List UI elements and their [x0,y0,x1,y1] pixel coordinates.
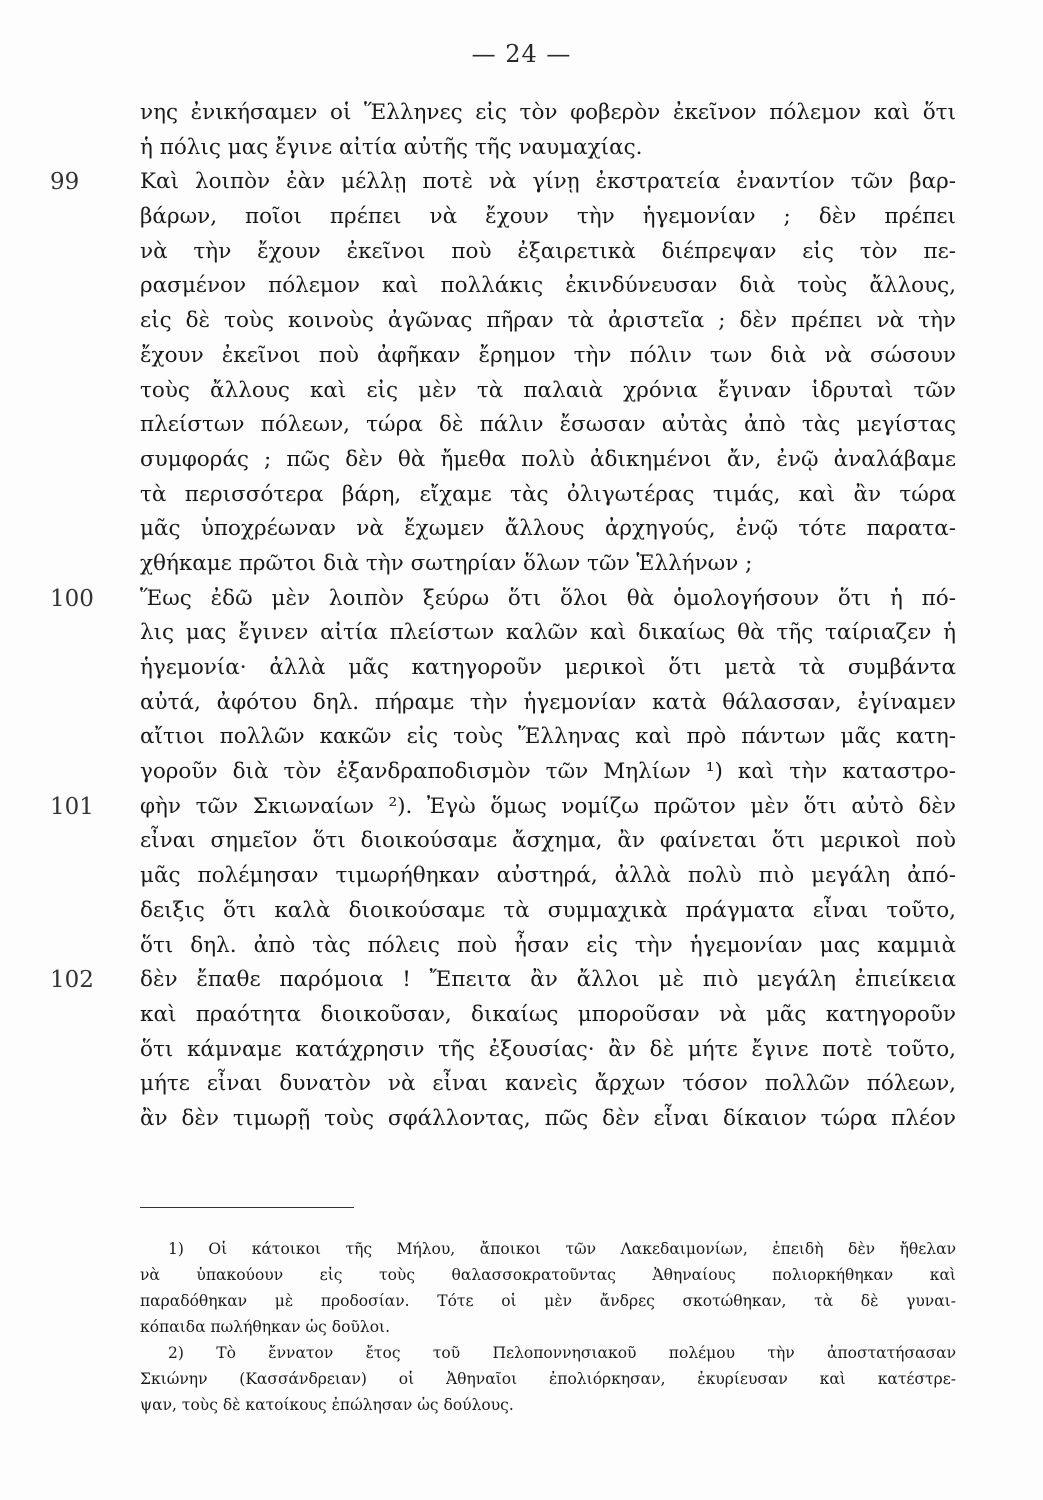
section-number: 101 [50,793,94,820]
text-line: εἰς δὲ τοὺς κοινοὺς ἀγῶνας πῆραν τὰ ἀριστεῖα ; δὲν πρέπει νὰ τὴν [140,308,956,334]
text-line: 100 Ἕως ἐδῶ μὲν λοιπὸν ξεύρω ὅτι ὅλοι θὰ ὁμολογήσουν ὅτι ἡ πό- [140,582,956,617]
main-text [50,96,956,1137]
text-line: νης ἐνικήσαμεν οἱ Ἕλληνες εἰς τὸν φοβερὸν ἐκεῖνον πόλεμον καὶ ὅτι [140,100,956,125]
text-line: ἡγεμονία· ἀλλὰ μᾶς κατηγοροῦν μερικοὶ ὅτι μετὰ τὰ συμβάντα [140,655,956,680]
section-number: 100 [50,585,94,612]
text-line: δειξις ὅτι καλὰ διοικούσαμε τὰ συμμαχικὰ πράγματα εἶναι τοῦτο, [140,897,956,923]
text-line: συμφοράς ; πῶς δὲν θὰ ἤμεθα πολὺ ἀδικημένοι ἄν, ἐνῷ ἀναλάβαμε [140,446,956,472]
text-line: λις μας ἔγινεν αἰτία πλείστων καλῶν καὶ δικαίως θὰ τῆς ταίριαζεν ἡ [140,620,956,646]
footnote-line: παραδόθηκαν μὲ προδοσίαν. Τότε οἱ μὲν ἄνδρες σκοτώθηκαν, τὰ δὲ γυναι- [140,1292,956,1310]
text-line: τοὺς ἄλλους καὶ εἰς μὲν τὰ παλαιὰ χρόνια ἔγιναν ἱδρυταὶ τῶν [140,377,956,403]
text-line: εἶναι σημεῖον ὅτι διοικούσαμε ἄσχημα, ἂν φαίνεται ὅτι μερικοὶ ποὺ [140,828,956,854]
text-line: ἂν δὲν τιμωρῇ τοὺς σφάλλοντας, πῶς δὲν εἶναι δίκαιον τώρα πλέον [140,1105,956,1131]
text-line: νὰ τὴν ἔχουν ἐκεῖνοι ποὺ ἐξαιρετικὰ διέπρεψαν εἰς τὸν πε- [140,238,956,264]
text-line: μᾶς πολέμησαν τιμωρήθηκαν αὐστηρά, ἀλλὰ πολὺ πιὸ μεγάλη ἀπό- [140,863,956,889]
text-line: ἔχουν ἐκεῖνοι ποὺ ἀφῆκαν ἔρημον τὴν πόλιν των διὰ νὰ σώσουν [140,342,956,368]
text-line: πλείστων πόλεων, τώρα δὲ πάλιν ἔσωσαν αὐτὰς ἀπὸ τὰς μεγίστας [140,412,956,438]
text-line: χθήκαμε πρῶτοι διὰ τὴν σωτηρίαν ὅλων τῶν Ἑλλήνων ; [140,550,753,576]
footnote-line: κόπαιδα πωλήθηκαν ὡς δοῦλοι. [140,1318,391,1336]
footnote-line: Σκιώνην (Κασσάνδρειαν) οἱ Ἀθηναῖοι ἐπολιόρκησαν, ἐκυρίευσαν καὶ κατέστρε- [140,1370,956,1388]
text-line: 102 δὲν ἔπαθε παρόμοια ! Ἔπειτα ἂν ἄλλοι μὲ πιὸ μεγάλη ἐπιείκεια [140,963,956,998]
text-line: 101 φὴν τῶν Σκιωναίων ²). Ἐγὼ ὅμως νομίζω πρῶτον μὲν ὅτι αὐτὸ δὲν [140,790,956,825]
footnotes [140,1236,956,1418]
page-number: — 24 — [471,40,572,68]
footnote-line: νὰ ὑπακούουν εἰς τοὺς θαλασσοκρατοῦντας Ἀθηναίους πολιορκήθηκαν καὶ [140,1266,956,1284]
text-line: βάρων, ποῖοι πρέπει νὰ ἔχουν τὴν ἡγεμονίαν ; δὲν πρέπει [140,204,956,230]
footnote-line: 2) Τὸ ἔννατον ἔτος τοῦ Πελοποννησιακοῦ πολέμου τὴν ἀποστατήσασαν [168,1344,956,1362]
section-number: 99 [50,169,80,196]
footnote-line: ψαν, τοὺς δὲ κατοίκους ἐπώλησαν ὡς δούλους. [140,1396,514,1414]
text-line: καὶ πραότητα διοικοῦσαν, δικαίως μποροῦσαν νὰ μᾶς κατηγοροῦν [140,1001,956,1027]
text-line: ρασμένον πόλεμον καὶ πολλάκις ἐκινδύνευσαν διὰ τοὺς ἄλλους, [140,273,956,299]
section-number: 102 [50,967,94,994]
text-line: αἴτιοι πολλῶν κακῶν εἰς τοὺς Ἕλληνας καὶ πρὸ πάντων μᾶς κατη- [140,724,956,750]
footnote-line: 1) Οἱ κάτοικοι τῆς Μήλου, ἄποικοι τῶν Λακεδαιμονίων, ἐπειδὴ δὲν ἤθελαν [168,1240,956,1258]
text-line: ἡ πόλις μας ἔγινε αἰτία αὐτῆς τῆς ναυμαχίας. [140,134,643,160]
text-line: γοροῦν διὰ τὸν ἐξανδραποδισμὸν τῶν Μηλίων ¹) καὶ τὴν καταστρο- [140,759,956,785]
text-line: μήτε εἶναι δυνατὸν νὰ εἶναι κανεὶς ἄρχων τόσον πολλῶν πόλεων, [140,1071,956,1097]
text-line: αὐτά, ἀφότου δηλ. πήραμε τὴν ἡγεμονίαν κατὰ θάλασσαν, ἐγίναμεν [140,689,956,715]
text-line: ὅτι κάμναμε κατάχρησιν τῆς ἐξουσίας· ἂν δὲ μήτε ἔγινε ποτὲ τοῦτο, [140,1036,956,1062]
text-line: 99 Καὶ λοιπὸν ἐὰν μέλλῃ ποτὲ νὰ γίνῃ ἐκστρατεία ἐναντίον τῶν βαρ- [140,165,956,200]
text-line: μᾶς ὑποχρέωναν νὰ ἔχωμεν ἄλλους ἀρχηγούς, ἐνῷ τότε παρατα- [140,516,956,542]
text-line: ὅτι δηλ. ἀπὸ τὰς πόλεις ποὺ ἦσαν εἰς τὴν ἡγεμονίαν μας καμμιὰ [140,932,956,958]
footnote-divider [140,1207,354,1208]
text-line: τὰ περισσότερα βάρη, εἴχαμε τὰς ὀλιγωτέρας τιμάς, καὶ ἂν τώρα [140,481,956,507]
